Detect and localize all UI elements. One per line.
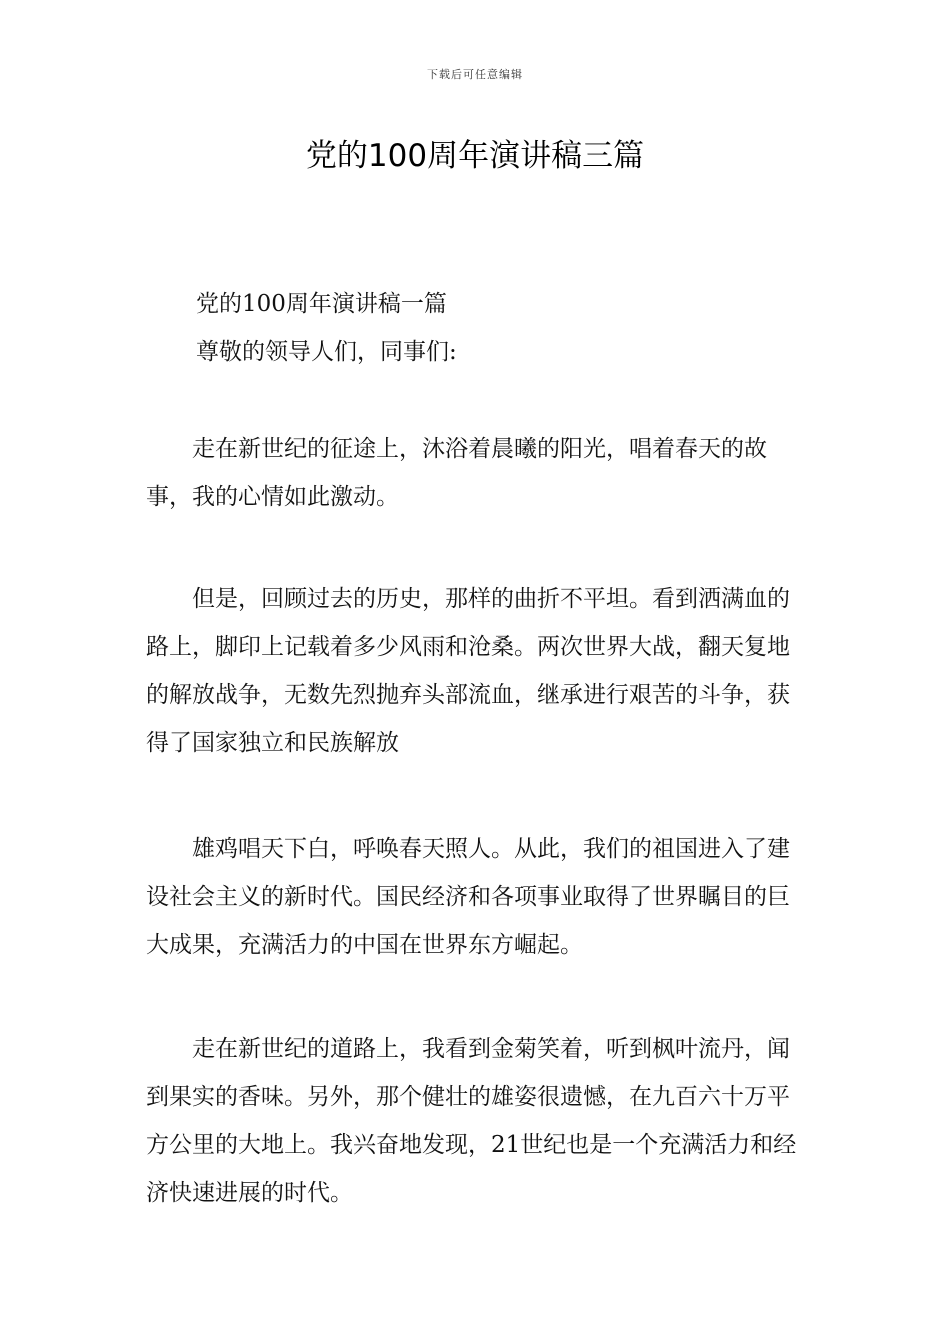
document-title: 党的100周年演讲稿三篇	[305, 138, 645, 174]
paragraph-1: 走在新世纪的征途上，沐浴着晨曦的阳光，唱着春天的故事，我的心情如此激动。	[146, 436, 767, 510]
section-heading: 党的100周年演讲稿一篇	[196, 291, 447, 317]
paragraph-4: 走在新世纪的道路上，我看到金菊笑着，听到枫叶流丹，闻到果实的香味。另外，那个健壮的雄姿很遗憾，在九百六十万平方公里的大地上。我兴奋地发现，21世纪也是一个充满活力和经济快速进展的时代。	[146, 1036, 797, 1206]
salutation: 尊敬的领导人们，同事们:	[196, 339, 457, 365]
paragraph-2: 但是，回顾过去的历史，那样的曲折不平坦。看到洒满血的路上，脚印上记载着多少风雨和沧桑。两次世界大战，翻天复地的解放战争，无数先烈抛弃头部流血，继承进行艰苦的斗争，获得了国家独立和民族解放	[146, 586, 790, 756]
paragraph-3: 雄鸡唱天下白，呼唤春天照人。从此，我们的祖国进入了建设社会主义的新时代。国民经济和各项事业取得了世界瞩目的巨大成果，充满活力的中国在世界东方崛起。	[146, 836, 790, 958]
header-note: 下载后可任意编辑	[427, 68, 523, 81]
